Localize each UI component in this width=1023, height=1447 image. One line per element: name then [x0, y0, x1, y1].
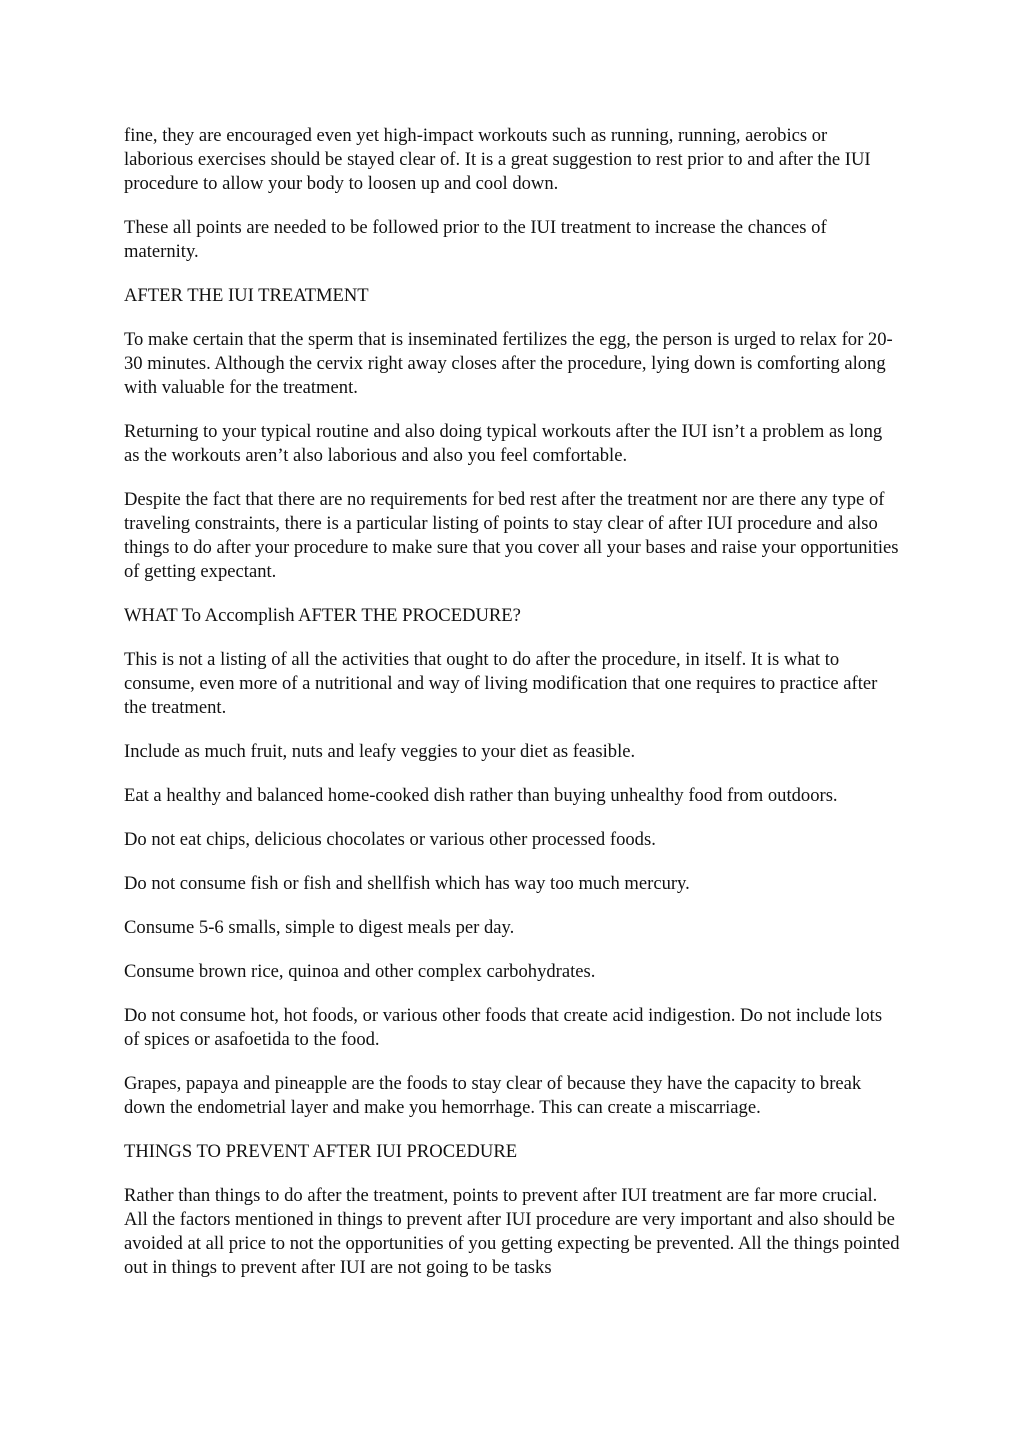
section-heading-after-iui-treatment: AFTER THE IUI TREATMENT — [124, 285, 369, 306]
paragraph-fruit-nuts: Include as much fruit, nuts and leafy veggies to your diet as feasible. — [124, 741, 636, 762]
paragraph-things-to-prevent: Rather than things to do after the treatment, points to prevent after IUI treatment are far more crucial. All the factors mentioned in things to prevent after IUI procedure are very important and also should be avoided at all price to not the opportunities of you getting expecting be prevented. All the things pointed out in things to prevent after IUI are not going to be tasks — [124, 1185, 900, 1278]
paragraph-intro-continuation: fine, they are encouraged even yet high-impact workouts such as running, running, aerobics or laborious exercises should be stayed clear of. It is a great suggestion to rest prior to and after the IUI procedure to allow your body to loosen up and cool down. — [124, 125, 871, 194]
paragraph-returning-to-routine: Returning to your typical routine and also doing typical workouts after the IUI isn’t a problem as long as the workouts aren’t also laborious and also you feel comfortable. — [124, 421, 883, 466]
paragraph-no-mercury-fish: Do not consume fish or fish and shellfish which has way too much mercury. — [124, 873, 690, 894]
paragraph-no-bed-rest: Despite the fact that there are no requirements for bed rest after the treatment nor are there any type of traveling constraints, there is a particular listing of points to stay clear of after IUI procedure and also things to do after your procedure to make sure that you cover all your bases and raise your opportunities of getting expectant. — [124, 489, 899, 582]
paragraph-complex-carbs: Consume brown rice, quinoa and other complex carbohydrates. — [124, 961, 596, 982]
paragraph-diet-lifestyle: This is not a listing of all the activities that ought to do after the procedure, in itself. It is what to consume, even more of a nutritional and way of living modification that one requires to practice after the treatment. — [124, 649, 878, 718]
paragraph-home-cooked: Eat a healthy and balanced home-cooked dish rather than buying unhealthy food from outdoors. — [124, 785, 838, 806]
paragraph-foods-to-avoid: Grapes, papaya and pineapple are the foods to stay clear of because they have the capacity to break down the endometrial layer and make you hemorrhage. This can create a miscarriage. — [124, 1073, 862, 1118]
paragraph-small-meals: Consume 5-6 smalls, simple to digest meals per day. — [124, 917, 515, 938]
paragraph-no-chips: Do not eat chips, delicious chocolates or various other processed foods. — [124, 829, 656, 850]
paragraph-no-spicy-foods: Do not consume hot, hot foods, or various other foods that create acid indigestion. Do not include lots of spices or asafoetida to the food. — [124, 1005, 883, 1050]
document-page — [124, 124, 900, 1300]
paragraph-relax-after-insemination: To make certain that the sperm that is inseminated fertilizes the egg, the person is urged to relax for 20-30 minutes. Although the cervix right away closes after the procedure, lying down is comforting along with valuable for the treatment. — [124, 329, 893, 398]
paragraph-before-treatment-summary: These all points are needed to be followed prior to the IUI treatment to increase the chances of maternity. — [124, 217, 827, 262]
section-heading-what-to-accomplish: WHAT To Accomplish AFTER THE PROCEDURE? — [124, 605, 521, 626]
section-heading-things-to-prevent: THINGS TO PREVENT AFTER IUI PROCEDURE — [124, 1141, 518, 1162]
